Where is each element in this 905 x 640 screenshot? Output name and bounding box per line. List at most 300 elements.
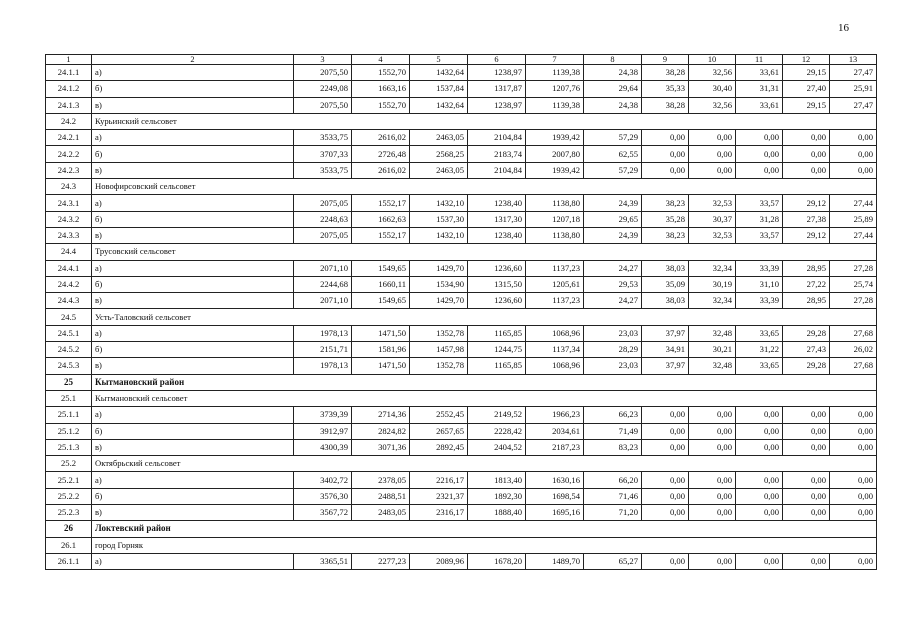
table-cell: 3533,75 [294,130,352,146]
table-cell: 0,00 [783,146,830,162]
table-cell: 29,53 [584,276,642,292]
column-header: 4 [352,55,410,65]
table-cell: 1236,60 [468,260,526,276]
table-cell: 3071,36 [352,439,410,455]
table-row [46,342,877,358]
table-cell: 1534,90 [410,276,468,292]
table-cell: 0,00 [830,553,877,569]
row-number: 25.1.2 [46,423,92,439]
table-cell: 0,00 [783,439,830,455]
table-cell: 1695,16 [526,505,584,521]
table-cell: 28,29 [584,342,642,358]
table-row [46,358,877,374]
table-cell: 0,00 [642,162,689,178]
row-label: а) [92,553,294,569]
table-cell: 0,00 [642,505,689,521]
table-row [46,260,877,276]
table-cell: 2104,84 [468,130,526,146]
table-cell: 2075,50 [294,65,352,81]
table-cell: 4300,39 [294,439,352,455]
table-cell: 0,00 [736,472,783,488]
table-cell: 1939,42 [526,130,584,146]
table-cell: 1549,65 [352,293,410,309]
table-cell: 1207,76 [526,81,584,97]
table-cell: 1068,96 [526,358,584,374]
row-number: 24.2.2 [46,146,92,162]
row-number: 24.2.1 [46,130,92,146]
table-cell: 66,23 [584,407,642,423]
table-cell: 1978,13 [294,358,352,374]
row-number: 24.5 [46,309,92,325]
table-cell: 0,00 [736,439,783,455]
table-row [46,195,877,211]
table-row [46,97,877,113]
table-cell: 32,34 [689,293,736,309]
row-number: 24.1.1 [46,65,92,81]
table-cell: 2071,10 [294,260,352,276]
table-cell: 2824,82 [352,423,410,439]
table-cell: 23,03 [584,325,642,341]
table-cell: 0,00 [783,407,830,423]
table-cell: 2071,10 [294,293,352,309]
section-row [46,244,877,260]
table-cell: 1892,30 [468,488,526,504]
table-cell: 1432,64 [410,97,468,113]
table-cell: 25,89 [830,211,877,227]
table-cell: 2616,02 [352,162,410,178]
table-cell: 3402,72 [294,472,352,488]
row-label: в) [92,97,294,113]
table-row [46,146,877,162]
table-cell: 29,28 [783,325,830,341]
table-cell: 1432,10 [410,227,468,243]
table-cell: 3912,97 [294,423,352,439]
column-header: 2 [92,55,294,65]
table-row [46,276,877,292]
table-cell: 2149,52 [468,407,526,423]
table-cell: 32,34 [689,260,736,276]
table-cell: 0,00 [783,472,830,488]
table-cell: 1978,13 [294,325,352,341]
row-label: б) [92,81,294,97]
table-cell: 2277,23 [352,553,410,569]
table-cell: 1352,78 [410,358,468,374]
table-cell: 27,47 [830,97,877,113]
table-cell: 32,48 [689,358,736,374]
table-cell: 2075,05 [294,195,352,211]
row-label: б) [92,342,294,358]
table-cell: 0,00 [736,130,783,146]
table-cell: 33,65 [736,325,783,341]
column-header: 1 [46,55,92,65]
table-cell: 33,65 [736,358,783,374]
table-cell: 1581,96 [352,342,410,358]
table-cell: 2463,05 [410,130,468,146]
settlement-name: Трусовский сельсовет [92,244,877,260]
section-row [46,179,877,195]
table-cell: 0,00 [689,472,736,488]
table-cell: 33,61 [736,65,783,81]
row-label: б) [92,488,294,504]
table-cell: 0,00 [689,146,736,162]
table-cell: 27,38 [783,211,830,227]
table-row [46,488,877,504]
row-label: а) [92,260,294,276]
table-cell: 1662,63 [352,211,410,227]
table-cell: 1471,50 [352,358,410,374]
table-cell: 1966,23 [526,407,584,423]
settlement-name: Усть-Таловский сельсовет [92,309,877,325]
table-cell: 0,00 [642,472,689,488]
table-row [46,162,877,178]
table-cell: 27,43 [783,342,830,358]
table-cell: 57,29 [584,130,642,146]
table-cell: 71,20 [584,505,642,521]
column-header: 13 [830,55,877,65]
table-cell: 71,49 [584,423,642,439]
row-label: а) [92,325,294,341]
table-cell: 3576,30 [294,488,352,504]
table-cell: 29,64 [584,81,642,97]
table-cell: 1238,40 [468,227,526,243]
table-cell: 2483,05 [352,505,410,521]
row-number: 24.4.3 [46,293,92,309]
table-cell: 1939,42 [526,162,584,178]
row-number: 25.2.3 [46,505,92,521]
column-header: 5 [410,55,468,65]
table-cell: 1552,70 [352,65,410,81]
table-cell: 1138,80 [526,195,584,211]
table-cell: 0,00 [736,423,783,439]
table-cell: 0,00 [830,472,877,488]
row-label: б) [92,423,294,439]
table-cell: 2552,45 [410,407,468,423]
table-row [46,65,877,81]
table-cell: 24,27 [584,260,642,276]
table-cell: 1137,23 [526,260,584,276]
settlement-name: город Горняк [92,537,877,553]
table-row [46,553,877,569]
table-cell: 0,00 [830,130,877,146]
table-cell: 1315,50 [468,276,526,292]
table-cell: 27,47 [830,65,877,81]
table-cell: 33,57 [736,227,783,243]
table-cell: 1813,40 [468,472,526,488]
table-cell: 1457,98 [410,342,468,358]
table-cell: 1471,50 [352,325,410,341]
table-cell: 1068,96 [526,325,584,341]
table-cell: 0,00 [783,423,830,439]
table-cell: 2568,25 [410,146,468,162]
table-cell: 1139,38 [526,97,584,113]
column-header: 9 [642,55,689,65]
table-cell: 0,00 [642,146,689,162]
table-cell: 1552,17 [352,195,410,211]
table-cell: 24,39 [584,195,642,211]
table-cell: 2228,42 [468,423,526,439]
table-cell: 30,21 [689,342,736,358]
table-cell: 2378,05 [352,472,410,488]
row-number: 25.1.3 [46,439,92,455]
table-cell: 26,02 [830,342,877,358]
table-cell: 1678,20 [468,553,526,569]
table-cell: 1238,97 [468,97,526,113]
table-cell: 2657,65 [410,423,468,439]
table-cell: 1238,40 [468,195,526,211]
settlement-name: Новофирсовский сельсовет [92,179,877,195]
table-cell: 1429,70 [410,260,468,276]
table-cell: 33,57 [736,195,783,211]
table-cell: 0,00 [642,130,689,146]
table-cell: 0,00 [689,423,736,439]
table-cell: 27,44 [830,227,877,243]
table-row [46,81,877,97]
section-row [46,537,877,553]
table-cell: 30,40 [689,81,736,97]
row-number: 24.4.1 [46,260,92,276]
row-label: в) [92,162,294,178]
table-cell: 0,00 [642,407,689,423]
table-cell: 32,56 [689,97,736,113]
table-cell: 62,55 [584,146,642,162]
row-label: в) [92,358,294,374]
table-cell: 1317,30 [468,211,526,227]
table-cell: 0,00 [783,130,830,146]
table-row [46,293,877,309]
table-cell: 27,44 [830,195,877,211]
table-cell: 2216,17 [410,472,468,488]
table-cell: 0,00 [830,439,877,455]
table-cell: 1352,78 [410,325,468,341]
table-cell: 0,00 [689,407,736,423]
table-cell: 29,15 [783,97,830,113]
table-cell: 0,00 [783,488,830,504]
table-cell: 24,38 [584,97,642,113]
table-cell: 0,00 [830,146,877,162]
section-row [46,113,877,129]
table-cell: 1244,75 [468,342,526,358]
table-cell: 0,00 [689,505,736,521]
table-cell: 28,95 [783,293,830,309]
table-row [46,472,877,488]
table-cell: 2034,61 [526,423,584,439]
table-cell: 25,74 [830,276,877,292]
district-row [46,374,877,390]
row-number: 25.2 [46,456,92,472]
table-cell: 27,28 [830,293,877,309]
table-cell: 2248,63 [294,211,352,227]
table-cell: 34,91 [642,342,689,358]
table-cell: 0,00 [783,505,830,521]
table-cell: 0,00 [642,439,689,455]
row-number: 26.1 [46,537,92,553]
table-cell: 0,00 [689,488,736,504]
section-row [46,456,877,472]
table-cell: 57,29 [584,162,642,178]
table-row [46,227,877,243]
table-cell: 2316,17 [410,505,468,521]
table-cell: 1138,80 [526,227,584,243]
table-row [46,130,877,146]
table-cell: 28,95 [783,260,830,276]
table-cell: 1238,97 [468,65,526,81]
table-row [46,407,877,423]
row-label: б) [92,146,294,162]
table-cell: 2183,74 [468,146,526,162]
table-cell: 29,12 [783,227,830,243]
table-cell: 0,00 [689,162,736,178]
row-label: а) [92,407,294,423]
table-cell: 0,00 [830,407,877,423]
table-cell: 27,68 [830,325,877,341]
row-number: 25.2.2 [46,488,92,504]
table-cell: 1236,60 [468,293,526,309]
table-cell: 65,27 [584,553,642,569]
table-cell: 3365,51 [294,553,352,569]
table-cell: 1429,70 [410,293,468,309]
row-number: 24.5.1 [46,325,92,341]
row-label: в) [92,505,294,521]
table-cell: 29,15 [783,65,830,81]
table-cell: 1432,10 [410,195,468,211]
table-cell: 66,20 [584,472,642,488]
table-cell: 0,00 [736,162,783,178]
table-cell: 38,23 [642,195,689,211]
row-number: 25.1 [46,390,92,406]
table-cell: 1139,38 [526,65,584,81]
district-name: Кытмановский район [92,374,877,390]
table-cell: 2007,80 [526,146,584,162]
table-cell: 1432,64 [410,65,468,81]
table-cell: 0,00 [830,488,877,504]
table-cell: 38,03 [642,293,689,309]
table-cell: 0,00 [736,505,783,521]
table-cell: 1207,18 [526,211,584,227]
table-cell: 2463,05 [410,162,468,178]
table-cell: 37,97 [642,325,689,341]
table-cell: 2892,45 [410,439,468,455]
table-cell: 29,12 [783,195,830,211]
table-cell: 23,03 [584,358,642,374]
row-number: 24.5.3 [46,358,92,374]
table-cell: 0,00 [736,553,783,569]
column-header: 11 [736,55,783,65]
district-row [46,521,877,537]
settlement-name: Курьинский сельсовет [92,113,877,129]
tariff-table [45,54,877,570]
table-cell: 2089,96 [410,553,468,569]
table-cell: 0,00 [642,423,689,439]
table-cell: 1137,23 [526,293,584,309]
table-cell: 29,28 [783,358,830,374]
table-row [46,439,877,455]
row-number: 24.2 [46,113,92,129]
table-cell: 2075,50 [294,97,352,113]
table-cell: 31,28 [736,211,783,227]
table-cell: 27,68 [830,358,877,374]
table-cell: 2249,08 [294,81,352,97]
table-cell: 1888,40 [468,505,526,521]
table-cell: 3533,75 [294,162,352,178]
table-cell: 1663,16 [352,81,410,97]
table-cell: 38,23 [642,227,689,243]
table-cell: 0,00 [830,505,877,521]
row-label: б) [92,276,294,292]
settlement-name: Кытмановский сельсовет [92,390,877,406]
table-cell: 0,00 [736,146,783,162]
column-header: 6 [468,55,526,65]
column-header: 12 [783,55,830,65]
table-cell: 27,28 [830,260,877,276]
table-row [46,211,877,227]
table-cell: 31,10 [736,276,783,292]
table-cell: 33,39 [736,293,783,309]
table-cell: 1165,85 [468,358,526,374]
table-cell: 2104,84 [468,162,526,178]
column-header: 8 [584,55,642,65]
table-cell: 0,00 [736,488,783,504]
row-label: в) [92,439,294,455]
table-cell: 35,28 [642,211,689,227]
table-cell: 30,19 [689,276,736,292]
table-cell: 2151,71 [294,342,352,358]
row-label: а) [92,472,294,488]
table-cell: 1165,85 [468,325,526,341]
table-cell: 32,53 [689,227,736,243]
table-cell: 27,40 [783,81,830,97]
section-row [46,309,877,325]
row-number: 24.2.3 [46,162,92,178]
table-cell: 31,22 [736,342,783,358]
page-number: 16 [838,22,849,34]
table-cell: 0,00 [830,423,877,439]
row-number: 25.2.1 [46,472,92,488]
table-cell: 0,00 [830,162,877,178]
table-cell: 2075,05 [294,227,352,243]
table-cell: 2321,37 [410,488,468,504]
table-cell: 0,00 [689,553,736,569]
table-cell: 0,00 [783,162,830,178]
column-header: 10 [689,55,736,65]
row-number: 25 [46,374,92,390]
row-number: 24.3.1 [46,195,92,211]
row-number: 25.1.1 [46,407,92,423]
table-cell: 38,03 [642,260,689,276]
table-cell: 35,33 [642,81,689,97]
row-number: 24.3.3 [46,227,92,243]
row-label: в) [92,227,294,243]
table-cell: 3567,72 [294,505,352,521]
table-cell: 3739,39 [294,407,352,423]
row-label: а) [92,65,294,81]
section-row [46,390,877,406]
row-number: 24.4 [46,244,92,260]
header-row [46,55,877,65]
table-cell: 83,23 [584,439,642,455]
row-number: 26 [46,521,92,537]
row-label: а) [92,195,294,211]
table-cell: 2187,23 [526,439,584,455]
table-cell: 1489,70 [526,553,584,569]
table-cell: 38,28 [642,97,689,113]
table-cell: 33,61 [736,97,783,113]
row-number: 24.3.2 [46,211,92,227]
table-cell: 37,97 [642,358,689,374]
table-cell: 24,27 [584,293,642,309]
table-cell: 2726,48 [352,146,410,162]
table-cell: 32,56 [689,65,736,81]
district-name: Локтевский район [92,521,877,537]
